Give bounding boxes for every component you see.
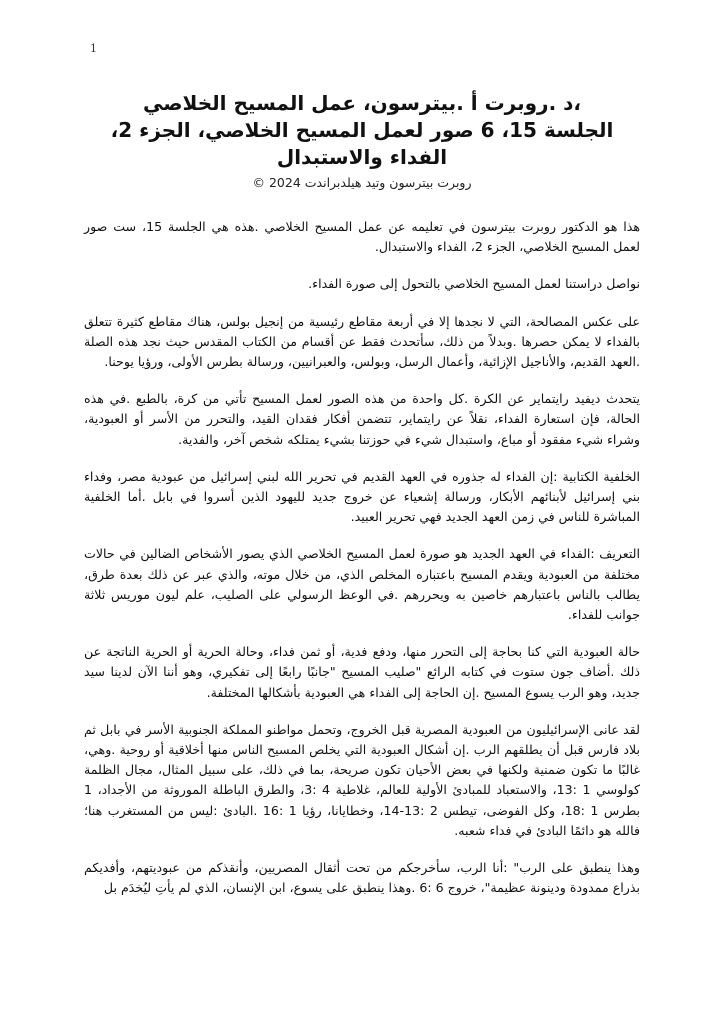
document-header [84, 90, 640, 191]
page-number: 1 [90, 42, 97, 55]
paragraph-reitmeier-metaphor: يتحدث ديفيد رايتماير عن الكرة .كل واحدة من هذه الصور لعمل المسيح تأتي من كرة، بالطبع .في هذه الحالة، فإن استعارة الفداء، نقلاً عن رايتماير، تتضمن أفكار فقدان القيد، والتحرر من الأسر أو العبودية، وشراء شيء مفقود أو مباع، واستبدال شيء في حوزتنا بشيء يمتلكه شخص آخر، والفدية. [84, 391, 640, 447]
document-title-line-1: ،د .روبرت أ .بيترسون، عمل المسيح الخلاصي [143, 91, 581, 115]
document-body [84, 217, 640, 915]
paragraph-biblical-background: الخلفية الكتابية :إن الفداء له جذوره في العهد القديم في تحرير الله لبني إسرائيل من عبودية مصر، وفداء بني إسرائيل لأبنائهم الأبكار، ورسالة إشعياء عن خروج جديد لليهود الذين أسروا في بابل .أما الخلفية المباشرة للناس في زمن العهد الجديد فهي تحرير العبيد. [84, 468, 640, 525]
copyright-line: روبرت بيترسون وتيد هيلدبراندت 2024 © [252, 175, 472, 190]
paragraph-forms-of-bondage: لقد عانى الإسرائيليون من العبودية المصرية قبل الخروج، وتحمل مواطنو المملكة الجنوبية الأسر في بابل ثم بلاد فارس قبل أن يطلقهم الرب .إن أشكال العبودية التي يخلص المسيح الناس منها أخلاقية أو روحية .وهي، غالبًا ما تكون ضمنية ولكنها في بعض الأحيان تكون صريحة، بما في ذلك، على سبيل المثال، مجال الظلمة كولوسي 1 :13، والاستعباد للمبادئ الأولية للعالم، غلاطية 4 :3، والطرق الباطلة الموروثة من الأجداد، 1 بطرس 1 :18، وكل الفوضى، تيطس 2 :13-14، وخطايانا، رؤيا 1 :16 .البادئ :ليس من المستغرب هنا؛ فالله هو دائمًا البادئ في فداء شعبه. [84, 721, 641, 838]
paragraph-state-of-bondage: حالة العبودية التي كنا بحاجة إلى التحرر منها، ودفع فدية، أو ثمن فداء، وحالة الحرية أو الحرية الناتجة عن ذلك .أضاف جون ستوت في كتابه الرائع "صليب المسيح "جانبًا رابعًا إلى تفكيري، وهو أننا الآن لدينا سيد جديد، وهو الرب يسوع المسيح .إن الحاجة إلى الفداء هي العبودية بأشكالها المختلفة. [84, 644, 640, 700]
paragraph-redemption-passages: على عكس المصالحة، التي لا نجدها إلا في أربعة مقاطع رئيسية من إنجيل بولس، هناك مقاطع كثيرة تتعلق بالفداء لا يمكن حصرها .وبدلاً من ذلك، سأتحدث فقط عن أقسام من الكتاب المقدس حيث نجد هذه الصلة .العهد القديم، والأناجيل الإزائية، وأعمال الرسل، وبولس، والعبرانيين، ورسالة بطرس الأولى، ورؤيا يوحنا. [84, 313, 640, 370]
paragraph-definition: التعريف :الفداء في العهد الجديد هو صورة لعمل المسيح الخلاصي الذي يصور الأشخاص الضالين في حالات مختلفة من العبودية ويقدم المسيح باعتباره المخلص الذي، من خلال موته، والذي عبر عن ذلك بعدة طرق، يطالب بالناس باعتبارهم خاصين به ويحررهم .في الوعظ الرسولي على الصليب، علم ليون موريس ثلاثة جوانب للفداء. [84, 546, 640, 623]
paragraph-redemption-start: نواصل دراستنا لعمل المسيح الخلاصي بالتحول إلى صورة الفداء. [308, 276, 640, 292]
document-title-line-2: الجلسة 15، 6 صور لعمل المسيح الخلاصي، الجزء 2، الفداء والاستبدال [110, 118, 614, 169]
paragraph-lord-redeems: وهذا ينطبق على الرب" :أنا الرب، سأخرجكم من تحت أثقال المصريين، وأنقذكم من عبوديتهم، وأفديكم بذراع ممدودة ودينونة عظيمة"، خروج 6 :6 .وهذا ينطبق على يسوع، ابن الإنسان، الذي لم يأتِ ليُخدَم بل [84, 860, 640, 896]
paragraph-intro: هذا هو الدكتور روبرت بيترسون في تعليمه عن عمل المسيح الخلاصي .هذه هي الجلسة 15، ست صور لعمل المسيح الخلاصي، الجزء 2، الفداء والاستبدال. [84, 219, 640, 255]
